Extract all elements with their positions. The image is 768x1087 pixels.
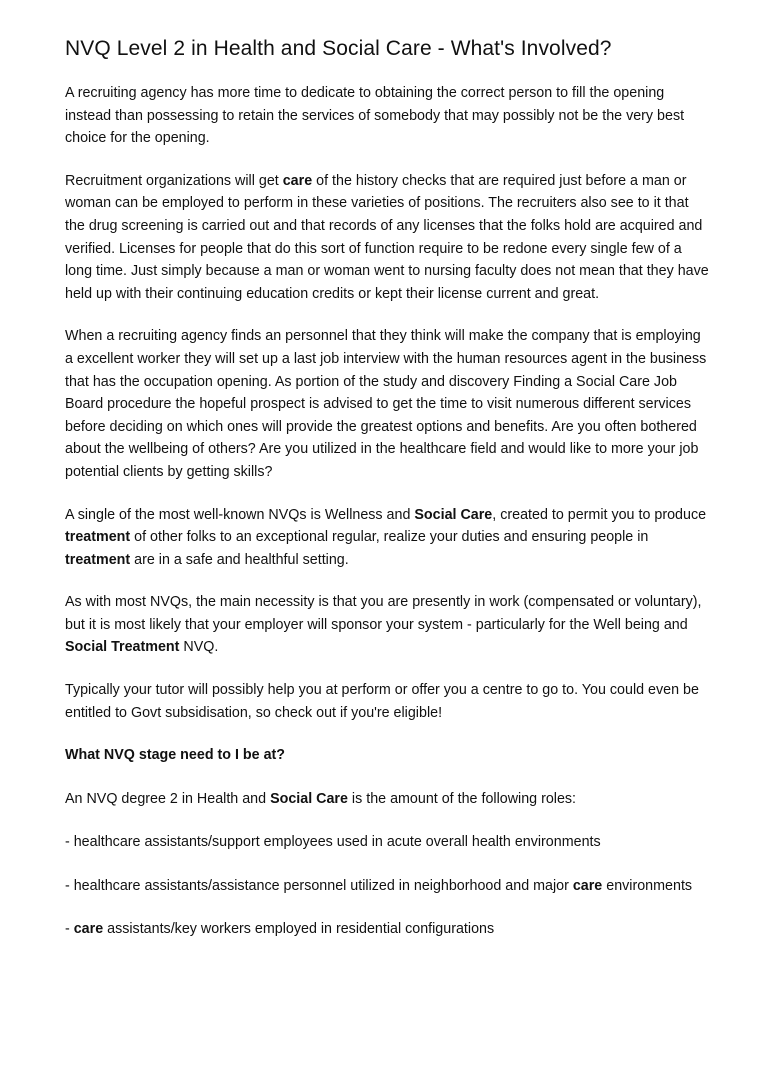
bold-keyword: treatment	[65, 551, 131, 568]
paragraph-text: A single of the most well-known NVQs is Wellness and	[65, 506, 415, 523]
bold-keyword: care	[572, 878, 603, 895]
paragraph-3	[65, 325, 710, 483]
bold-keyword: Social Treatment	[65, 639, 180, 656]
paragraph-text: NVQ.	[179, 639, 219, 656]
paragraph-text: of the history checks that are required just before a man or woman can be employed to perform in these varieties of positions. The recruiters also see to it that the drug screening is carried out and that records of any licenses that the folks hold are acquired and verified. Licenses for people that do this sort of function require to be redone every single few of a long time. Just simply because a man or woman went to nursing faculty does not mean that they have held up with their continuing education credits or kept their license current and great.	[65, 172, 709, 302]
paragraph-5	[65, 591, 710, 659]
list-item-text: -	[65, 920, 74, 937]
section-heading	[65, 744, 710, 767]
bold-keyword: care	[282, 172, 313, 189]
paragraph-6	[65, 679, 710, 724]
list-item	[65, 831, 710, 854]
paragraph-text: As with most NVQs, the main necessity is that you are presently in work (compensated or voluntary), but it is most likely that your employer will sponsor your system - particularly for the Well being and	[65, 594, 702, 633]
list-item-text: environments	[602, 878, 693, 895]
paragraph-text: are in a safe and healthful setting.	[130, 551, 349, 568]
list-item	[65, 918, 710, 941]
document-page	[65, 34, 710, 961]
paragraph-1	[65, 82, 710, 150]
section-heading-text: What NVQ stage need to I be at?	[65, 747, 286, 764]
paragraph-text: An NVQ degree 2 in Health and	[65, 790, 271, 807]
paragraph-2	[65, 170, 710, 306]
list-item	[65, 875, 710, 898]
bold-keyword: Social Care	[414, 506, 493, 523]
paragraph-text: , created to permit you to produce	[492, 506, 707, 523]
paragraph-text: A recruiting agency has more time to dedicate to obtaining the correct person to fill the opening instead than possessing to retain the services of somebody that may possibly not be the very best choice for the opening.	[65, 85, 685, 147]
paragraph-text: of other folks to an exceptional regular, realize your duties and ensuring people in	[130, 529, 649, 546]
list-item-text: - healthcare assistants/assistance personnel utilized in neighborhood and major	[65, 878, 573, 895]
list-item-text: - healthcare assistants/support employees used in acute overall health environments	[65, 834, 601, 851]
list-item-text: assistants/key workers employed in residential configurations	[103, 920, 495, 937]
paragraph-text: When a recruiting agency finds an personnel that they think will make the company that is employing a excellent worker they will set up a last job interview with the human resources agent in the business that has the occupation opening. As portion of the study and discovery Finding a Social Care Job Board procedure the hopeful prospect is advised to get the time to visit numerous different services before deciding on which ones will provide the greatest options and benefits. Are you often bothered about the wellbeing of others? Are you utilized in the healthcare field and would like to more your job potential clients by getting skills?	[65, 328, 707, 480]
document-title: NVQ Level 2 in Health and Social Care - What's Involved?	[65, 37, 612, 60]
paragraph-text: Recruitment organizations will get	[65, 172, 283, 189]
paragraph-8	[65, 788, 710, 811]
paragraph-4	[65, 504, 710, 572]
bold-keyword: treatment	[65, 529, 131, 546]
bold-keyword: care	[73, 920, 104, 937]
bold-keyword: Social Care	[270, 790, 348, 807]
paragraph-text: is the amount of the following roles:	[347, 790, 577, 807]
paragraph-text: Typically your tutor will possibly help you at perform or offer you a centre to go to. You could even be entitled to Govt subsidisation, so check out if you're eligible!	[65, 682, 699, 721]
